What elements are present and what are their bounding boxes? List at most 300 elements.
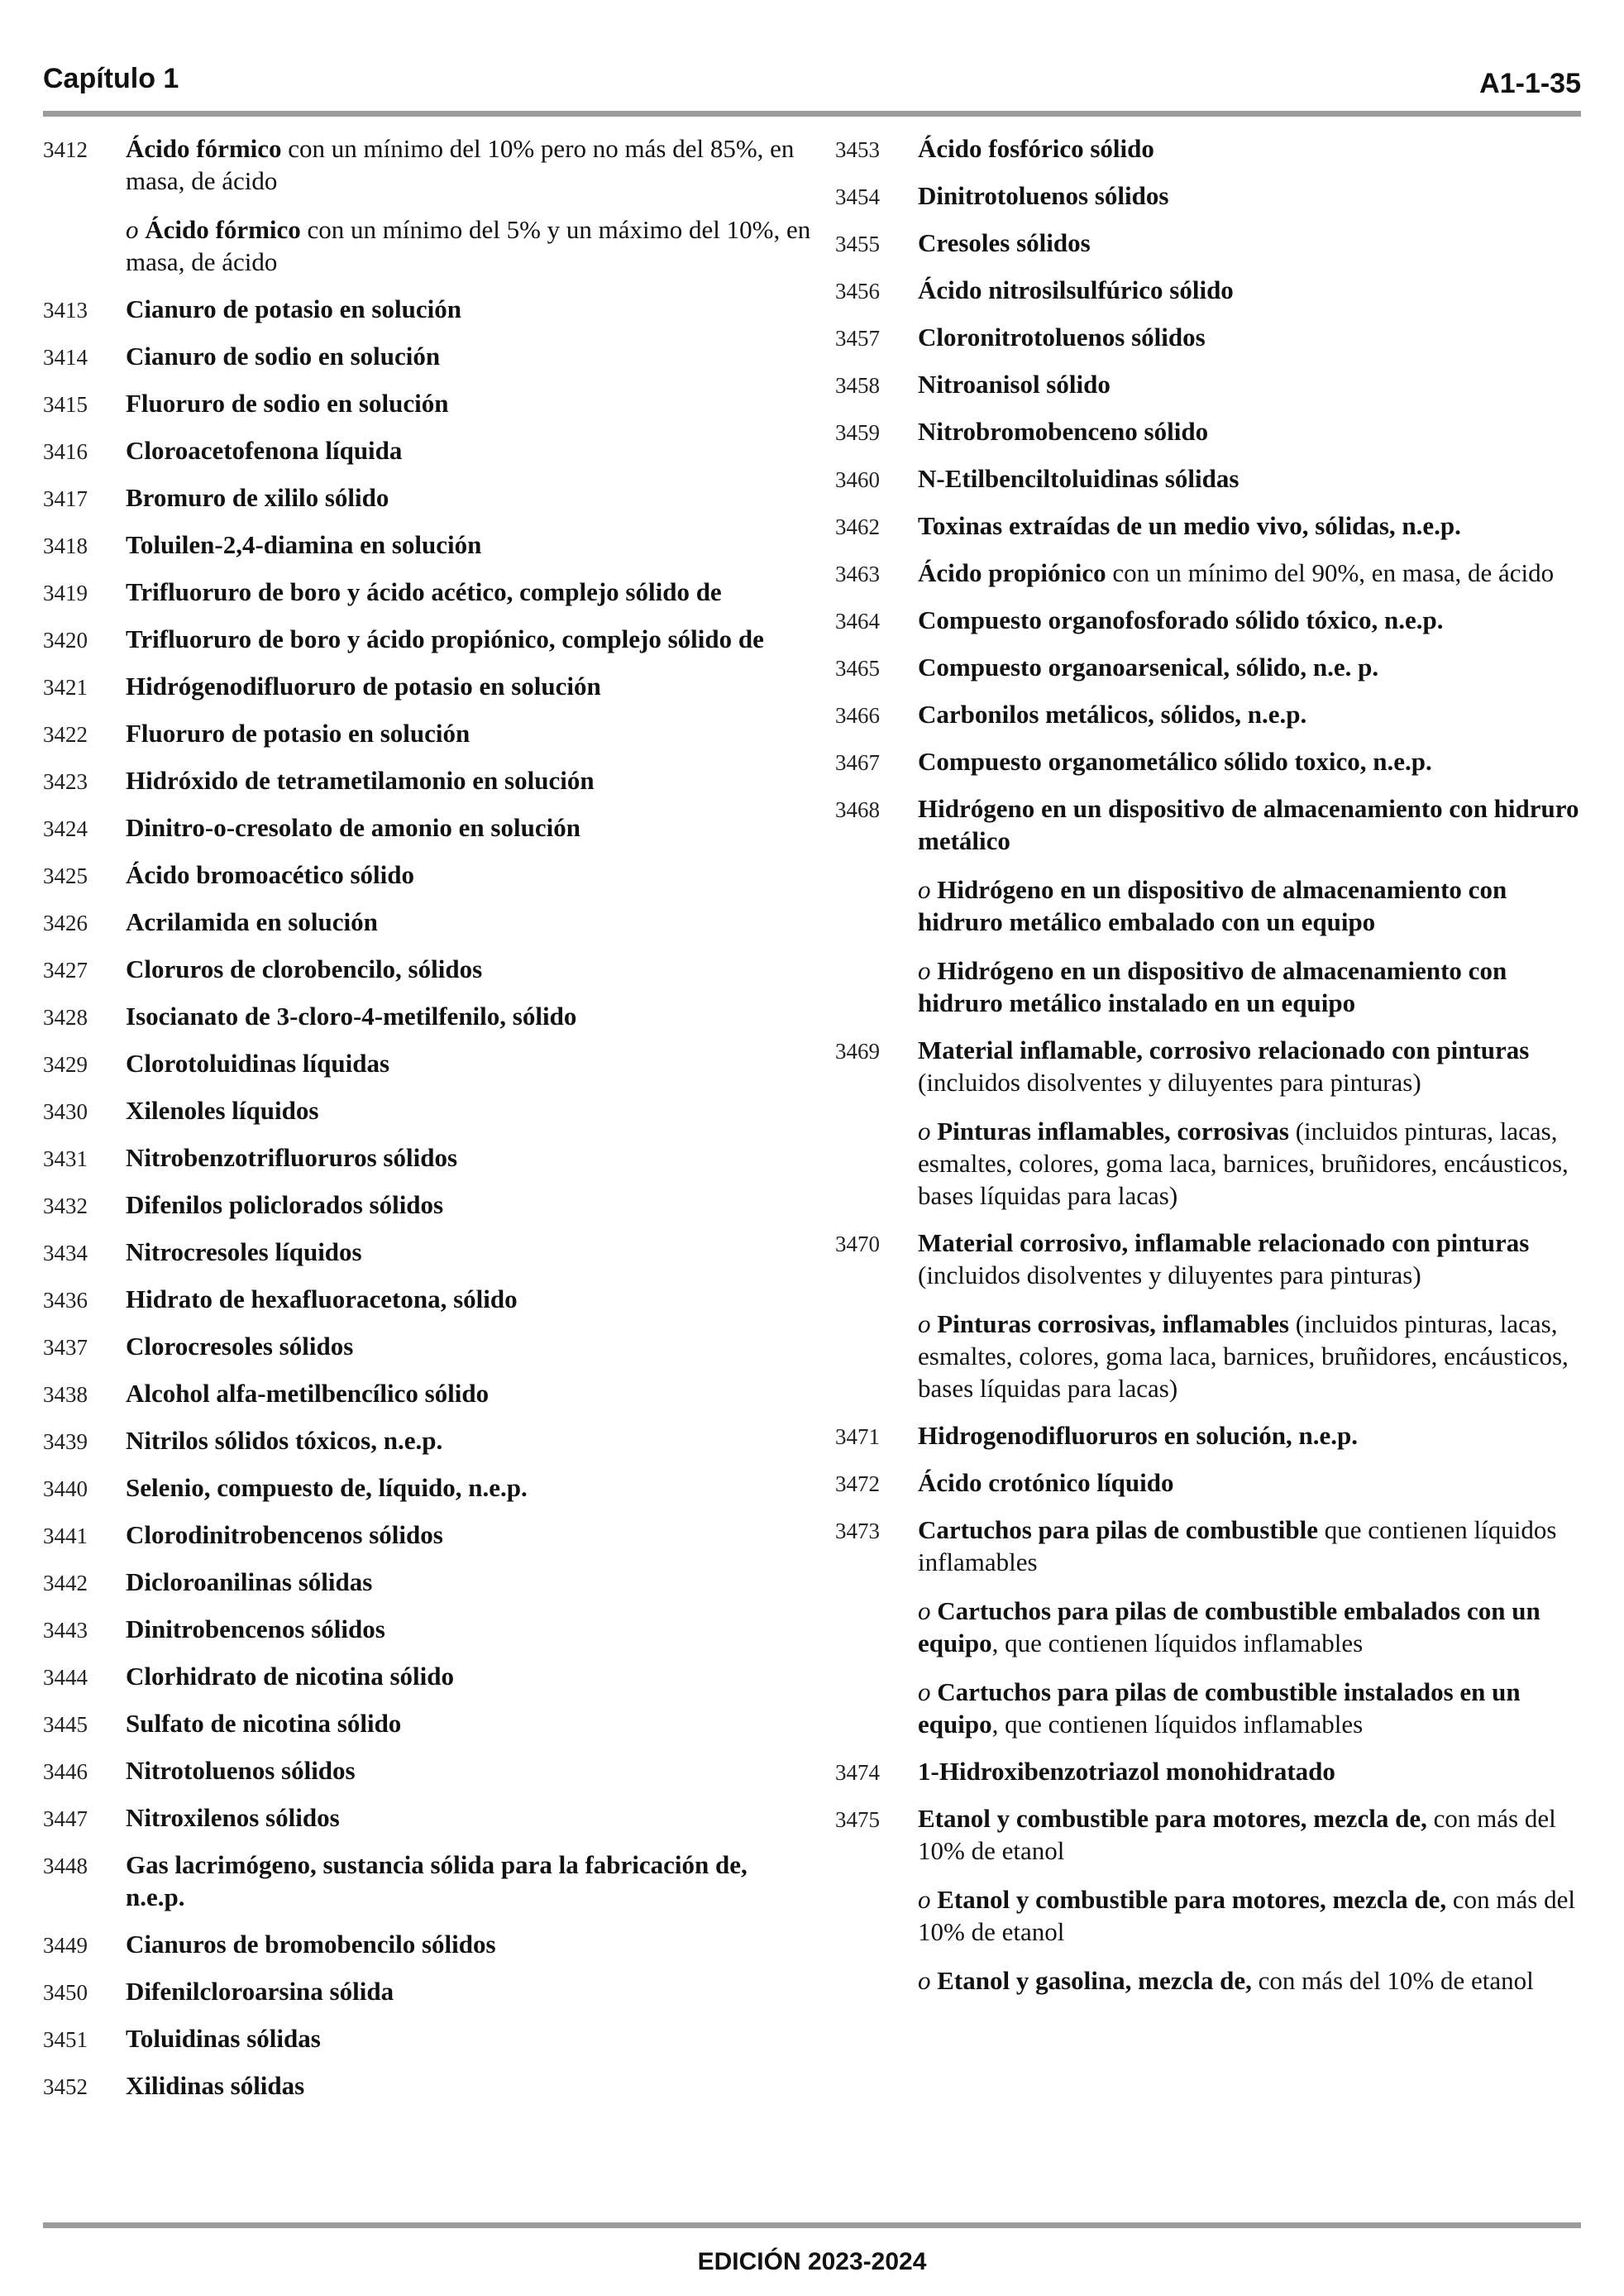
un-entry — [43, 906, 812, 938]
proper-shipping-name — [918, 509, 1592, 542]
substance-name: Compuesto organofosforado sólido tóxico, n.e.p. — [918, 605, 1444, 634]
substance-name: Ácido fosfórico sólido — [918, 134, 1154, 163]
substance-name: Material inflamable, corrosivo relacionado con pinturas — [918, 1036, 1530, 1064]
qualifier-text: (incluidos pinturas, lacas, esmaltes, colores, goma laca, barnices, bruñidores, encáusticos, bases líquidas para lacas) — [918, 1117, 1569, 1210]
entry-names — [126, 1330, 812, 1362]
chapter-title: Capítulo 1 — [43, 63, 179, 94]
proper-shipping-name — [126, 340, 812, 372]
un-number: 3467 — [835, 750, 880, 775]
substance-name: Nitrobenzotrifluoruros sólidos — [126, 1143, 458, 1172]
un-entry — [43, 1975, 812, 2007]
un-entry — [835, 274, 1592, 306]
entry-names — [126, 1928, 812, 1960]
entry-names — [126, 1613, 812, 1645]
substance-name: Hidrógeno en un dispositivo de almacenamiento con hidruro metálico embalado con un equipo — [918, 875, 1507, 936]
un-entry — [43, 1849, 812, 1913]
proper-shipping-name — [126, 1471, 812, 1504]
substance-name: Sulfato de nicotina sólido — [126, 1709, 402, 1738]
un-number: 3429 — [43, 1052, 88, 1077]
substance-name: Nitrobromobenceno sólido — [918, 417, 1209, 446]
proper-shipping-name — [126, 1801, 812, 1834]
left-column — [43, 132, 812, 2117]
un-number: 3426 — [43, 911, 88, 935]
substance-name: Fluoruro de sodio en solución — [126, 389, 449, 418]
un-entry — [43, 1566, 812, 1598]
entry-names — [126, 132, 812, 278]
entry-names — [126, 1424, 812, 1457]
un-entry — [835, 368, 1592, 400]
un-entry — [43, 1660, 812, 1692]
entry-names — [126, 859, 812, 891]
proper-shipping-name — [918, 462, 1592, 495]
un-entry — [43, 1519, 812, 1551]
substance-name: 1-Hidroxibenzotriazol monohidratado — [918, 1757, 1335, 1786]
substance-name: Nitrotoluenos sólidos — [126, 1756, 356, 1785]
proper-shipping-name — [126, 1707, 812, 1739]
un-number: 3413 — [43, 298, 88, 323]
un-number: 3474 — [835, 1760, 880, 1785]
un-entry — [43, 1047, 812, 1079]
substance-name: Cianuro de potasio en solución — [126, 294, 461, 323]
entry-names — [126, 1975, 812, 2007]
proper-shipping-name — [126, 481, 812, 514]
alternative-name — [918, 1883, 1592, 1948]
substance-name: Nitrilos sólidos tóxicos, n.e.p. — [126, 1426, 443, 1455]
un-number: 3422 — [43, 722, 88, 747]
alternative-name — [918, 1964, 1592, 1997]
substance-name: Material corrosivo, inflamable relacionado con pinturas — [918, 1228, 1530, 1257]
substance-name: Cartuchos para pilas de combustible — [918, 1515, 1318, 1544]
un-entry — [43, 811, 812, 844]
entry-names — [918, 698, 1592, 730]
substance-name: Pinturas corrosivas, inflamables — [937, 1309, 1289, 1338]
un-entry — [835, 1514, 1592, 1740]
proper-shipping-name — [918, 745, 1592, 777]
or-connector: o — [918, 1309, 938, 1338]
qualifier-text: , que contienen líquidos inflamables — [991, 1710, 1364, 1739]
entry-names — [126, 953, 812, 985]
proper-shipping-name — [126, 576, 812, 608]
entry-names — [126, 293, 812, 325]
substance-name: Cloronitrotoluenos sólidos — [918, 323, 1206, 352]
un-entry — [43, 1141, 812, 1174]
entry-names — [126, 481, 812, 514]
entry-names — [126, 1566, 812, 1598]
entry-names — [918, 1802, 1592, 1997]
proper-shipping-name — [126, 293, 812, 325]
proper-shipping-name — [126, 2069, 812, 2102]
un-number: 3450 — [43, 1980, 88, 2005]
un-entry — [835, 179, 1592, 212]
proper-shipping-name — [126, 1236, 812, 1268]
un-entry — [835, 1419, 1592, 1452]
un-entry — [43, 1613, 812, 1645]
un-entry — [835, 792, 1592, 1019]
proper-shipping-name — [918, 1034, 1592, 1098]
substance-name: Cartuchos para pilas de combustible instalados en un equipo — [918, 1677, 1521, 1739]
un-number: 3454 — [835, 184, 880, 209]
entry-names — [126, 1000, 812, 1032]
un-number: 3456 — [835, 279, 880, 304]
un-number: 3421 — [43, 675, 88, 700]
proper-shipping-name — [918, 1514, 1592, 1578]
substance-name: Nitroanisol sólido — [918, 370, 1111, 399]
substance-name: Ácido fórmico — [126, 134, 282, 163]
substance-name: Clorodinitrobencenos sólidos — [126, 1520, 443, 1549]
entry-names — [126, 1094, 812, 1126]
substance-name: Cianuro de sodio en solución — [126, 342, 441, 371]
entry-names — [918, 368, 1592, 400]
entry-names — [126, 623, 812, 655]
un-number: 3453 — [835, 137, 880, 162]
un-entry — [43, 1801, 812, 1834]
proper-shipping-name — [918, 557, 1592, 589]
substance-name: Difenilcloroarsina sólida — [126, 1977, 394, 2006]
substance-name: Hidróxido de tetrametilamonio en solución — [126, 766, 595, 795]
un-entry — [43, 2069, 812, 2102]
alternative-name — [918, 1676, 1592, 1740]
un-number: 3471 — [835, 1424, 880, 1449]
qualifier-text: con un mínimo del 5% y un máximo del 10%, en masa, de ácido — [126, 215, 811, 276]
proper-shipping-name — [918, 651, 1592, 683]
un-number: 3440 — [43, 1476, 88, 1501]
proper-shipping-name — [918, 1227, 1592, 1291]
substance-name: Ácido crotónico líquido — [918, 1468, 1174, 1497]
entry-names — [126, 340, 812, 372]
entry-names — [126, 1519, 812, 1551]
entry-names — [126, 1047, 812, 1079]
proper-shipping-name — [918, 274, 1592, 306]
un-entry — [43, 387, 812, 419]
entry-names — [918, 132, 1592, 165]
un-number: 3458 — [835, 373, 880, 398]
entry-names — [918, 1466, 1592, 1499]
substance-name: Xilenoles líquidos — [126, 1096, 319, 1125]
entry-names — [126, 1283, 812, 1315]
right-column — [835, 132, 1592, 2011]
un-entry — [835, 415, 1592, 447]
substance-name: Carbonilos metálicos, sólidos, n.e.p. — [918, 700, 1307, 729]
un-number: 3469 — [835, 1039, 880, 1064]
un-number: 3414 — [43, 345, 88, 370]
un-entry — [43, 764, 812, 796]
un-number: 3427 — [43, 958, 88, 983]
substance-name: Cloruros de clorobencilo, sólidos — [126, 954, 483, 983]
proper-shipping-name — [918, 698, 1592, 730]
un-number: 3428 — [43, 1005, 88, 1030]
entry-names — [126, 1849, 812, 1913]
entry-names — [918, 1227, 1592, 1404]
un-number: 3419 — [43, 581, 88, 605]
substance-name: Fluoruro de potasio en solución — [126, 719, 470, 748]
un-entry — [835, 1466, 1592, 1499]
proper-shipping-name — [126, 1660, 812, 1692]
proper-shipping-name — [126, 1094, 812, 1126]
proper-shipping-name — [126, 1189, 812, 1221]
proper-shipping-name — [126, 670, 812, 702]
un-number: 3436 — [43, 1288, 88, 1313]
or-connector: o — [918, 956, 938, 985]
proper-shipping-name — [126, 1754, 812, 1787]
un-entry — [835, 321, 1592, 353]
substance-name: Dinitrotoluenos sólidos — [918, 181, 1169, 210]
qualifier-text: , que contienen líquidos inflamables — [991, 1629, 1364, 1657]
entry-names — [918, 557, 1592, 589]
substance-name: Hidrógenodifluoruro de potasio en solución — [126, 672, 601, 701]
entry-names — [126, 1471, 812, 1504]
un-number: 3424 — [43, 816, 88, 841]
substance-name: Alcohol alfa-metilbencílico sólido — [126, 1379, 490, 1408]
proper-shipping-name — [126, 1975, 812, 2007]
substance-name: Gas lacrimógeno, sustancia sólida para la fabricación de, n.e.p. — [126, 1850, 748, 1911]
un-number: 3472 — [835, 1471, 880, 1496]
substance-name: Hidrato de hexafluoracetona, sólido — [126, 1284, 518, 1313]
entry-names — [126, 2022, 812, 2054]
proper-shipping-name — [918, 368, 1592, 400]
edition-footer: EDICIÓN 2023-2024 — [697, 2248, 927, 2275]
substance-name: Toluidinas sólidas — [126, 2024, 321, 2053]
entry-names — [918, 415, 1592, 447]
un-number: 3464 — [835, 609, 880, 634]
un-entry — [43, 670, 812, 702]
un-number: 3460 — [835, 467, 880, 492]
un-entry — [43, 2022, 812, 2054]
proper-shipping-name — [126, 1330, 812, 1362]
substance-name: Trifluoruro de boro y ácido acético, complejo sólido de — [126, 577, 722, 606]
substance-name: Dinitrobencenos sólidos — [126, 1614, 385, 1643]
entry-names — [918, 745, 1592, 777]
un-entry — [835, 557, 1592, 589]
proper-shipping-name — [918, 604, 1592, 636]
or-connector: o — [918, 1117, 938, 1146]
proper-shipping-name — [126, 623, 812, 655]
proper-shipping-name — [918, 132, 1592, 165]
qualifier-text: con más del 10% de etanol — [918, 1885, 1575, 1946]
or-connector: o — [126, 215, 146, 244]
alternative-name — [918, 1115, 1592, 1212]
un-number: 3417 — [43, 486, 88, 511]
un-entry — [835, 698, 1592, 730]
entry-names — [918, 651, 1592, 683]
proper-shipping-name — [918, 1755, 1592, 1787]
or-connector: o — [918, 1885, 938, 1914]
entry-names — [918, 462, 1592, 495]
substance-name: Hidrógeno en un dispositivo de almacenamiento con hidruro metálico instalado en un equipo — [918, 956, 1507, 1017]
or-connector: o — [918, 1677, 938, 1706]
substance-name: Ácido bromoacético sólido — [126, 860, 415, 889]
substance-name: Bromuro de xililo sólido — [126, 483, 389, 512]
un-entry — [835, 1034, 1592, 1212]
proper-shipping-name — [126, 1424, 812, 1457]
proper-shipping-name — [126, 811, 812, 844]
un-number: 3459 — [835, 420, 880, 445]
alternative-name — [918, 1595, 1592, 1659]
entry-names — [126, 670, 812, 702]
un-number: 3451 — [43, 2027, 88, 2052]
proper-shipping-name — [918, 1419, 1592, 1452]
proper-shipping-name — [918, 415, 1592, 447]
or-connector: o — [918, 1966, 938, 1995]
proper-shipping-name — [126, 1283, 812, 1315]
un-entry — [43, 1377, 812, 1409]
un-entry — [43, 529, 812, 561]
entry-names — [918, 321, 1592, 353]
page-number: A1-1-35 — [1479, 68, 1581, 99]
alternative-name — [918, 1308, 1592, 1404]
proper-shipping-name — [126, 132, 812, 197]
entry-names — [918, 179, 1592, 212]
proper-shipping-name — [126, 906, 812, 938]
entry-names — [126, 1660, 812, 1692]
un-entry — [43, 859, 812, 891]
un-number: 3475 — [835, 1807, 880, 1832]
un-number: 3466 — [835, 703, 880, 728]
un-entry — [835, 604, 1592, 636]
proper-shipping-name — [126, 1047, 812, 1079]
qualifier-text: con un mínimo del 10% pero no más del 85%, en masa, de ácido — [126, 134, 795, 195]
un-number: 3416 — [43, 439, 88, 464]
substance-name: Nitrocresoles líquidos — [126, 1237, 362, 1266]
proper-shipping-name — [126, 2022, 812, 2054]
header-rule — [43, 111, 1581, 117]
page-header — [43, 63, 1581, 104]
substance-name: Dicloroanilinas sólidas — [126, 1567, 373, 1596]
un-number: 3431 — [43, 1146, 88, 1171]
proper-shipping-name — [918, 321, 1592, 353]
entry-names — [126, 764, 812, 796]
substance-name: Hidrógeno en un dispositivo de almacenamiento con hidruro metálico — [918, 794, 1579, 855]
proper-shipping-name — [126, 717, 812, 749]
substance-name: Compuesto organoarsenical, sólido, n.e. p. — [918, 653, 1379, 682]
un-number: 3444 — [43, 1665, 88, 1690]
un-number: 3468 — [835, 797, 880, 822]
substance-name: N-Etilbenciltoluidinas sólidas — [918, 464, 1239, 493]
proper-shipping-name — [126, 1377, 812, 1409]
substance-name: Toxinas extraídas de un medio vivo, sólidas, n.e.p. — [918, 511, 1461, 540]
substance-name: Acrilamida en solución — [126, 907, 378, 936]
entry-names — [126, 1754, 812, 1787]
substance-name: Cartuchos para pilas de combustible embalados con un equipo — [918, 1596, 1540, 1657]
proper-shipping-name — [126, 1141, 812, 1174]
qualifier-text: (incluidos disolventes y diluyentes para pinturas) — [918, 1068, 1421, 1097]
alternative-name — [918, 954, 1592, 1019]
substance-name: Cloroacetofenona líquida — [126, 436, 403, 465]
entry-names — [918, 604, 1592, 636]
qualifier-text: (incluidos disolventes y diluyentes para pinturas) — [918, 1260, 1421, 1289]
un-number: 3445 — [43, 1712, 88, 1737]
un-number: 3470 — [835, 1232, 880, 1256]
substance-name: Trifluoruro de boro y ácido propiónico, complejo sólido de — [126, 624, 764, 653]
substance-name: Pinturas inflamables, corrosivas — [937, 1117, 1289, 1146]
entry-names — [918, 227, 1592, 259]
un-entry — [43, 481, 812, 514]
qualifier-text: con más del 10% de etanol — [1251, 1966, 1534, 1995]
entry-names — [126, 906, 812, 938]
un-entry — [43, 953, 812, 985]
un-entry — [835, 132, 1592, 165]
proper-shipping-name — [126, 1928, 812, 1960]
un-number: 3465 — [835, 656, 880, 681]
alternative-name — [918, 873, 1592, 938]
substance-name: Etanol y combustible para motores, mezcla de, — [937, 1885, 1447, 1914]
un-entry — [835, 1755, 1592, 1787]
substance-name: Cianuros de bromobencilo sólidos — [126, 1930, 496, 1959]
un-entry — [43, 576, 812, 608]
un-entry — [43, 1094, 812, 1126]
entry-names — [126, 811, 812, 844]
un-number: 3420 — [43, 628, 88, 653]
or-connector: o — [918, 1596, 938, 1625]
un-number: 3439 — [43, 1429, 88, 1454]
entry-names — [126, 1141, 812, 1174]
entry-names — [126, 387, 812, 419]
proper-shipping-name — [126, 953, 812, 985]
substance-name: Cresoles sólidos — [918, 228, 1091, 257]
proper-shipping-name — [918, 1802, 1592, 1867]
substance-name: Clorhidrato de nicotina sólido — [126, 1662, 455, 1691]
qualifier-text: con más del 10% de etanol — [918, 1804, 1556, 1865]
substance-name: Compuesto organometálico sólido toxico, n.e.p. — [918, 747, 1432, 776]
footer-rule — [43, 2222, 1581, 2228]
substance-name: Ácido propiónico — [918, 558, 1106, 587]
entry-names — [918, 792, 1592, 1019]
substance-name: Difenilos policlorados sólidos — [126, 1190, 444, 1219]
un-number: 3455 — [835, 232, 880, 256]
un-number: 3449 — [43, 1933, 88, 1958]
substance-name: Clorocresoles sólidos — [126, 1332, 354, 1361]
entry-names — [126, 529, 812, 561]
substance-name: Toluilen-2,4-diamina en solución — [126, 530, 482, 559]
proper-shipping-name — [126, 529, 812, 561]
un-number: 3447 — [43, 1806, 88, 1831]
un-entry — [43, 340, 812, 372]
un-number: 3473 — [835, 1519, 880, 1543]
substance-name: Etanol y gasolina, mezcla de, — [937, 1966, 1252, 1995]
entry-names — [126, 2069, 812, 2102]
proper-shipping-name — [126, 1000, 812, 1032]
qualifier-text: que contienen líquidos inflamables — [918, 1515, 1557, 1576]
substance-name: Hidrogenodifluoruros en solución, n.e.p. — [918, 1421, 1358, 1450]
entry-names — [126, 1189, 812, 1221]
entry-names — [918, 274, 1592, 306]
un-number: 3423 — [43, 769, 88, 794]
substance-name: Xilidinas sólidas — [126, 2071, 305, 2100]
un-entry — [43, 293, 812, 325]
qualifier-text: (incluidos pinturas, lacas, esmaltes, colores, goma laca, barnices, bruñidores, encáusticos, bases líquidas para lacas) — [918, 1309, 1569, 1403]
entry-names — [126, 1236, 812, 1268]
un-number: 3441 — [43, 1523, 88, 1548]
substance-name: Clorotoluidinas líquidas — [126, 1049, 390, 1078]
un-entry — [43, 1330, 812, 1362]
un-number: 3425 — [43, 863, 88, 888]
entry-names — [918, 1419, 1592, 1452]
un-entry — [43, 1424, 812, 1457]
or-connector: o — [918, 875, 938, 904]
un-entry — [43, 1236, 812, 1268]
un-number: 3442 — [43, 1571, 88, 1595]
substance-name: Etanol y combustible para motores, mezcla de, — [918, 1804, 1427, 1833]
substance-name: Isocianato de 3-cloro-4-metilfenilo, sólido — [126, 1002, 577, 1031]
substance-name: Nitroxilenos sólidos — [126, 1803, 340, 1832]
proper-shipping-name — [918, 227, 1592, 259]
substance-name: Dinitro-o-cresolato de amonio en solución — [126, 813, 580, 842]
proper-shipping-name — [126, 1566, 812, 1598]
entry-names — [126, 434, 812, 466]
entry-names — [126, 1377, 812, 1409]
un-entry — [43, 1000, 812, 1032]
un-number: 3432 — [43, 1193, 88, 1218]
un-entry — [43, 717, 812, 749]
